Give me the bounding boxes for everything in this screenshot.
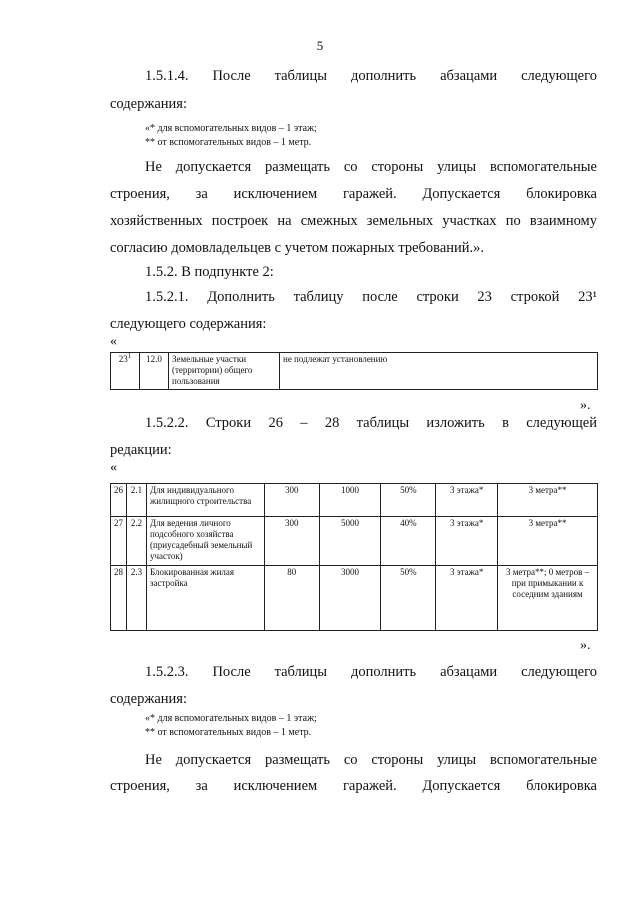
word: таблицы [274,664,328,680]
word: следующего [521,68,597,84]
word: улицы [437,159,477,175]
word: Допускается [422,778,501,794]
word: строения, [110,778,170,794]
word: 1.5.2.2. [145,415,189,431]
par1-line3 [110,211,597,231]
sec1-note1: «* для вспомогательных видов – 1 этаж; [145,123,317,134]
cell-v1: 300 [264,517,319,566]
table-row [111,517,598,566]
word: абзацами [440,664,498,680]
close-quote-1: ». [580,398,591,413]
word: 1.5.2.3. [145,664,189,680]
cell-name: Для ведения личного подсобного хозяйства (приусадебный земельный участок) [146,517,264,566]
cell-v2: 1000 [319,484,381,517]
word: в [502,415,509,431]
table-row [111,484,598,517]
word: смежных [300,213,358,229]
cell-floors: 3 этажа* [436,566,498,631]
sec3-note2: ** от вспомогательных видов – 1 метр. [145,727,312,738]
sec3-note1: «* для вспомогательных видов – 1 этаж; [145,713,317,724]
word: гаражей. [342,186,397,202]
word: 1.5.1.4. [145,68,189,84]
sec1-note2: ** от вспомогательных видов – 1 метр. [145,137,312,148]
word: размещать [265,752,330,768]
word: размещать [265,159,330,175]
cell-pct: 50% [381,484,436,517]
word: участках [442,213,497,229]
word: дополнить [350,68,417,84]
cell-dist: 3 метра**; 0 метров – при примыкании к соседним зданиям [498,566,598,631]
word: после [362,289,398,305]
cell-floors: 3 этажа* [436,517,498,566]
word: блокировка [526,186,597,202]
sec2-line2: следующего содержания: [110,316,267,332]
cell-v1: 300 [264,484,319,517]
word: следующей [526,415,597,431]
word: допускается [175,752,252,768]
cell-v2: 3000 [319,566,381,631]
word: Не [145,752,162,768]
word: за [195,186,208,202]
word: улицы [437,752,477,768]
cell-code: 2.1 [127,484,147,517]
word: строки [416,289,459,305]
cell-floors: 3 этажа* [436,484,498,517]
sec3-line2: содержания: [110,691,188,707]
word: стороны [371,159,424,175]
word: таблицы [356,415,410,431]
cell-name: Земельные участки (территории) общего пользования [169,353,280,390]
cell-code: 2.2 [127,517,147,566]
cell-name: Блокированная жилая застройка [146,566,264,631]
word: После [212,68,251,84]
word: стороны [371,752,424,768]
cell-num: $23^1$ [111,353,140,390]
page-number: 5 [316,38,324,53]
word: таблицу [293,289,344,305]
par1-line2 [110,184,597,204]
word: изложить [426,415,485,431]
sec2-line1 [145,287,597,307]
cell-v2: 5000 [319,517,381,566]
word: – [300,415,308,431]
cell-pct: 40% [381,517,436,566]
word: строения, [110,186,170,202]
word: Не [145,159,162,175]
word: абзацами [440,68,498,84]
table-row-23-1 [110,352,598,390]
par2-line1 [145,750,597,770]
cell-num: 28 [111,566,127,631]
word: по [505,213,521,229]
word: вспомогательные [490,752,597,768]
word: построек [211,213,269,229]
word: вспомогательные [490,159,597,175]
word: за [195,778,208,794]
word: исключением [233,186,318,202]
par1-line1 [145,157,597,177]
word: 23 [477,289,492,305]
cell-num: 26 [111,484,127,517]
cell-dist: 3 метра** [498,517,598,566]
word: 26 [268,415,283,431]
land-use-table [110,483,598,631]
word: земельных [366,213,434,229]
cell-code: 2.3 [127,566,147,631]
word: 1.5.2.1. [145,289,189,305]
word: исключением [233,778,318,794]
word: допускается [175,159,252,175]
sec1-line1 [145,66,597,86]
word: на [277,213,292,229]
cell-dist: 3 метра** [498,484,598,517]
word: со [343,752,358,768]
cell-num: 27 [111,517,127,566]
word: дополнить [350,664,417,680]
word: хозяйственных [110,213,203,229]
cell-pct: 50% [381,566,436,631]
word: взаимному [529,213,597,229]
open-quote-2: « [110,460,117,475]
word: Строки [205,415,252,431]
cell-value: не подлежат установлению [280,353,598,390]
word: блокировка [526,778,597,794]
open-quote-1: « [110,334,117,349]
table-row [111,566,598,631]
sec2-line3 [145,413,597,433]
cell-name: Для индивидуального жилищного строительства [146,484,264,517]
word: 23¹ [578,289,597,305]
word: со [343,159,358,175]
word: таблицы [274,68,328,84]
sec2-line4: редакции: [110,442,172,458]
cell-v1: 80 [264,566,319,631]
word: Дополнить [207,289,275,305]
word: Допускается [422,186,501,202]
word: строкой [510,289,560,305]
par1-line4: согласию домовладельцев с учетом пожарных требований.». [110,240,485,256]
word: 28 [324,415,340,431]
sec3-line1 [145,662,597,682]
word: гаражей. [342,778,397,794]
close-quote-2: ». [580,638,591,653]
par2-line2 [110,776,597,796]
word: следующего [521,664,597,680]
sec1-line2: содержания: [110,96,188,112]
cell-code: 12.0 [140,353,169,390]
word: После [212,664,251,680]
sec2-head: 1.5.2. В подпункте 2: [145,264,274,280]
